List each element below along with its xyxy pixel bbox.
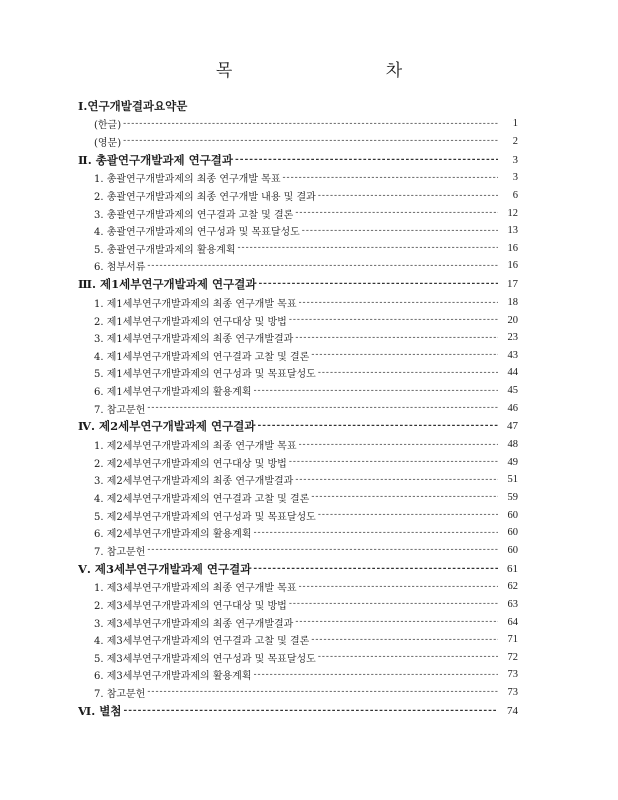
toc-item-label: 1. 제3세부연구개발과제의 최종 연구개발 목표 <box>94 583 297 595</box>
toc-item-entry <box>78 648 518 666</box>
toc-section-label: Ⅵ. 별첨 <box>78 703 122 718</box>
toc-item-entry <box>78 364 518 382</box>
toc-page-number: 63 <box>507 598 518 610</box>
toc-section-entry <box>78 96 518 115</box>
toc-page-number: 16 <box>507 242 518 254</box>
toc-page-number: 17 <box>507 278 518 291</box>
toc-page-number: 3 <box>512 172 518 184</box>
toc-dot-leader <box>318 368 498 378</box>
toc-item-label: 2. 제3세부연구개발과제의 연구대상 및 방법 <box>94 600 287 612</box>
toc-page-number: 18 <box>507 297 518 309</box>
toc-dot-leader <box>311 350 498 360</box>
toc-page-number: 60 <box>507 509 518 521</box>
toc-item-entry <box>78 222 518 240</box>
toc-item-entry <box>78 187 518 205</box>
toc-item-label: 5. 제1세부연구개발과제의 연구성과 및 목표달성도 <box>94 369 316 381</box>
toc-dot-leader <box>289 315 498 325</box>
toc-item-entry <box>78 329 518 347</box>
toc-dot-leader <box>147 687 498 697</box>
toc-page-number: 45 <box>507 385 518 397</box>
toc-item-label: 6. 첨부서류 <box>94 262 146 274</box>
toc-item-entry <box>78 596 518 614</box>
toc-page-number: 74 <box>507 704 518 717</box>
toc-item-label: 4. 제2세부연구개발과제의 연구결과 고찰 및 결론 <box>94 493 310 505</box>
toc-item-entry <box>78 666 518 684</box>
toc-section-label: Ⅲ. 제1세부연구개발과제 연구결과 <box>78 277 257 292</box>
toc-dot-leader <box>295 475 498 485</box>
toc-item-label: 6. 제1세부연구개발과제의 활용계획 <box>94 387 252 399</box>
toc-page-number: 73 <box>507 669 518 681</box>
toc-page-number: 43 <box>507 349 518 361</box>
toc-item-entry <box>78 489 518 507</box>
toc-item-entry <box>78 169 518 187</box>
toc-page-number: 49 <box>507 456 518 468</box>
toc-item-label: 1. 총괄연구개발과제의 최종 연구개발 목표 <box>94 174 281 186</box>
toc-page-number: 6 <box>512 190 518 202</box>
toc-item-entry <box>78 506 518 524</box>
toc-item-entry <box>78 399 518 417</box>
toc-dot-leader <box>253 564 498 574</box>
toc-item-entry <box>78 347 518 365</box>
toc-dot-leader <box>299 440 499 450</box>
toc-page-number: 20 <box>507 314 518 326</box>
toc-item-label: 3. 제3세부연구개발과제의 최종 연구개발결과 <box>94 618 294 630</box>
toc-page-number: 23 <box>507 332 518 344</box>
toc-page-number: 73 <box>507 686 518 698</box>
toc-item-label: (영문) <box>94 137 122 149</box>
toc-page-number: 60 <box>507 544 518 556</box>
toc-item-label: 2. 제1세부연구개발과제의 연구대상 및 방법 <box>94 316 287 328</box>
toc-dot-leader <box>235 155 498 165</box>
toc-section-label: Ⅰ.연구개발결과요약문 <box>78 98 188 113</box>
toc-item-entry <box>78 454 518 472</box>
toc-item-label: 2. 제2세부연구개발과제의 연구대상 및 방법 <box>94 458 287 470</box>
toc-dot-leader <box>299 582 499 592</box>
toc-dot-leader <box>254 386 498 396</box>
toc-item-label: 7. 참고문헌 <box>94 546 146 558</box>
toc-dot-leader <box>311 635 498 645</box>
toc-dot-leader <box>295 208 498 218</box>
toc-page-number: 61 <box>507 562 518 575</box>
toc-page-number: 48 <box>507 439 518 451</box>
toc-item-label: 4. 총괄연구개발과제의 연구성과 및 목표달성도 <box>94 227 300 239</box>
toc-item-entry <box>78 631 518 649</box>
toc-dot-leader <box>311 492 498 502</box>
toc-item-label: 6. 제2세부연구개발과제의 활용계획 <box>94 529 252 541</box>
toc-item-entry <box>78 578 518 596</box>
toc-item-label: 4. 제1세부연구개발과제의 연구결과 고찰 및 결론 <box>94 351 310 363</box>
toc-page-number: 47 <box>507 420 518 433</box>
toc-item-entry <box>78 240 518 258</box>
toc-item-entry <box>78 294 518 312</box>
toc-item-label: 3. 총괄연구개발과제의 연구결과 고찰 및 결론 <box>94 209 294 221</box>
toc-item-entry <box>78 541 518 559</box>
toc-dot-leader <box>318 652 498 662</box>
toc-page-number: 46 <box>507 402 518 414</box>
toc-dot-leader <box>147 261 498 271</box>
toc-page-number: 59 <box>507 491 518 503</box>
toc-dot-leader <box>123 706 498 716</box>
toc-dot-leader <box>254 528 498 538</box>
toc-dot-leader <box>289 599 498 609</box>
toc-item-label: 1. 제2세부연구개발과제의 최종 연구개발 목표 <box>94 441 297 453</box>
toc-page-number: 51 <box>507 474 518 486</box>
toc-item-entry <box>78 257 518 275</box>
toc-dot-leader <box>282 173 498 183</box>
toc-dot-leader <box>302 226 498 236</box>
toc-page-number: 13 <box>507 225 518 237</box>
toc-page-number: 60 <box>507 527 518 539</box>
toc-page-number: 16 <box>507 260 518 272</box>
toc-item-label: 5. 제2세부연구개발과제의 연구성과 및 목표달성도 <box>94 511 316 523</box>
toc-dot-leader <box>318 510 498 520</box>
toc-item-entry <box>78 613 518 631</box>
toc-dot-leader <box>295 333 498 343</box>
toc-section-label: Ⅴ. 제3세부연구개발과제 연구결과 <box>78 561 252 576</box>
toc-dot-leader <box>147 545 498 555</box>
toc-dot-leader <box>123 136 498 146</box>
toc-section-label: Ⅳ. 제2세부연구개발과제 연구결과 <box>78 419 256 434</box>
toc-item-label: 4. 제3세부연구개발과제의 연구결과 고찰 및 결론 <box>94 636 310 648</box>
toc-item-label: 1. 제1세부연구개발과제의 최종 연구개발 목표 <box>94 299 297 311</box>
toc-page-number: 72 <box>507 651 518 663</box>
toc-page-number: 12 <box>507 207 518 219</box>
toc-section-label: Ⅱ. 총괄연구개발과제 연구결과 <box>78 152 234 167</box>
toc-dot-leader <box>254 670 498 680</box>
toc-item-entry <box>78 684 518 702</box>
toc-dot-leader <box>295 617 498 627</box>
toc-item-entry <box>78 115 518 133</box>
toc-item-label: 3. 제2세부연구개발과제의 최종 연구개발결과 <box>94 476 294 488</box>
toc-item-label: 7. 참고문헌 <box>94 688 146 700</box>
toc-item-label: (한글) <box>94 120 122 132</box>
toc-item-entry <box>78 311 518 329</box>
toc-item-label: 7. 참고문헌 <box>94 404 146 416</box>
toc-page-number: 71 <box>507 634 518 646</box>
toc-section-entry <box>78 150 518 169</box>
table-of-contents <box>78 96 518 720</box>
toc-section-entry <box>78 701 518 720</box>
toc-page-number: 3 <box>512 153 518 166</box>
toc-dot-leader <box>237 243 498 253</box>
toc-item-entry <box>78 436 518 454</box>
toc-item-label: 3. 제1세부연구개발과제의 최종 연구개발결과 <box>94 334 294 346</box>
toc-item-label: 6. 제3세부연구개발과제의 활용계획 <box>94 671 252 683</box>
toc-dot-leader <box>258 279 498 289</box>
toc-section-entry <box>78 275 518 294</box>
toc-dot-leader <box>318 191 498 201</box>
toc-item-label: 2. 총괄연구개발과제의 최종 연구개발 내용 및 결과 <box>94 192 316 204</box>
toc-item-entry <box>78 524 518 542</box>
toc-dot-leader <box>257 421 498 431</box>
toc-page-number: 44 <box>507 367 518 379</box>
toc-dot-leader <box>299 298 499 308</box>
toc-dot-leader <box>147 403 498 413</box>
toc-item-entry <box>78 204 518 222</box>
toc-page-number: 2 <box>512 135 518 147</box>
toc-item-entry <box>78 471 518 489</box>
toc-page-number: 64 <box>507 616 518 628</box>
page-title: 목 차 <box>215 61 477 81</box>
toc-page-number: 1 <box>512 118 518 130</box>
toc-item-entry <box>78 133 518 151</box>
toc-section-entry <box>78 559 518 578</box>
toc-dot-leader <box>123 119 498 129</box>
toc-item-entry <box>78 382 518 400</box>
toc-item-label: 5. 총괄연구개발과제의 활용계획 <box>94 244 236 256</box>
toc-section-entry <box>78 417 518 436</box>
toc-item-label: 5. 제3세부연구개발과제의 연구성과 및 목표달성도 <box>94 653 316 665</box>
toc-dot-leader <box>289 457 498 467</box>
toc-page-number: 62 <box>507 581 518 593</box>
